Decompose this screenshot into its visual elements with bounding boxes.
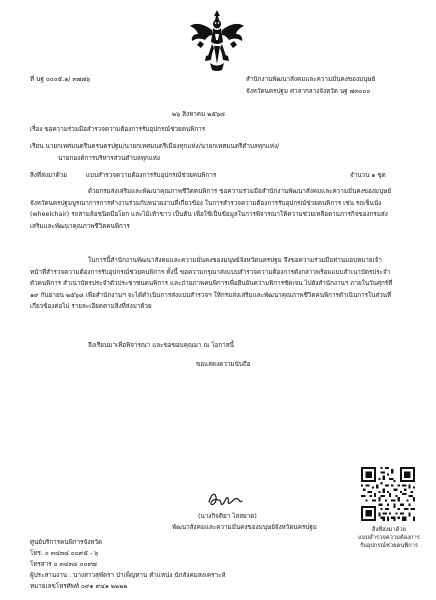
qr-caption-line-2: แบบสำรวจความต้องการ	[358, 535, 420, 541]
letter-date: ๒๖ สิงหาคม ๒๕๖๘	[172, 111, 225, 118]
document-number: ที่ นฐ ๐๐๐๕.๑/ ๓๗๗๖	[30, 76, 91, 83]
enclosure-label: สิ่งที่ส่งมาด้วย	[30, 172, 67, 179]
body-paragraph-1: ด้วยกรมส่งเสริมและพัฒนาคุณภาพชีวิตคนพิการ ขอความร่วมมือสำนักงานพัฒนาสังคมและความมั่นคงของมนุษย์จังหวัดนครปฐมบูรณาการการทำงานร่วมกับหน่วยงานที่เกี่ยวข้อง ในการสำรวจความต้องการรับอุปกรณ์ช่วยคนพิการ เช่น รถเข็นนั่ง (wheelchair) รถสามล้อชนิดมือโยก และไม้เท้าขาว เป็นต้น เพื่อใช้เป็นข้อมูลในการพิจารณาให้ความช่วยเหลือตามภารกิจของกรมส่งเสริมและพัฒนาคุณภาพชีวิตคนพิการ	[30, 188, 392, 230]
contact-unit: ศูนย์บริการคนพิการจังหวัด	[30, 539, 103, 546]
agency-address: จังหวัดนครปฐม ศาลากลางจังหวัด นฐ ๗๓๐๐๐	[246, 88, 371, 95]
closing-request: จึงเรียนมาเพื่อพิจารณา และขอขอบคุณมา ณ โอกาสนี้	[88, 342, 234, 349]
garuda-emblem-icon	[188, 8, 246, 72]
issuing-agency: สำนักงานพัฒนาสังคมและความมั่นคงของมนุษย์	[246, 76, 376, 83]
contact-phone: โทร. ๐ ๓๔๓๔ ๐๐๙๕ - ๖	[30, 550, 99, 557]
recipient-line-2: นายกองค์การบริหารส่วนตำบลทุกแห่ง	[58, 155, 161, 162]
complimentary-close: ขอแสดงความนับถือ	[196, 361, 251, 368]
enclosure-count: จำนวน ๑ ชุด	[350, 172, 386, 179]
contact-fax: โทรสาร ๐ ๓๔๓๔ ๐๐๙๗	[30, 561, 97, 568]
letter-subject: เรื่อง ขอความร่วมมือสำรวจความต้องการรับอุปกรณ์ช่วยคนพิการ	[30, 126, 206, 133]
qr-caption-line-1: สิ่งที่ส่งมาด้วย	[371, 527, 407, 533]
handwritten-signature	[205, 488, 245, 510]
contact-mobile: หมายเลขโทรศัพท์ ๐๙๑ ๙๔๑ ๒๒๒๒	[30, 583, 128, 590]
body-paragraph-2: ในการนี้สำนักงานพัฒนาสังคมและความมั่นคงของมนุษย์จังหวัดนครปฐม จึงขอความร่วมมือท่านมอบหมายเจ้าหน้าที่สำรวจความต้องการรับอุปกรณ์ช่วยคนพิการ ทั้งนี้ ขอความกรุณาส่งแบบสำรวจความต้องการดังกล่าวพร้อมแบบสำเนาบัตรประจำตัวคนพิการ สำเนาบัตรประจำตัวประชาชนคนพิการ และถ่ายภาพคนพิการเพื่อยืนยันความพิการชัดเจน ไปยังสำนักงานฯ ภายในวันศุกร์ที่ ๑๙ กันยายน ๒๕๖๘ เพื่อสำนักงานฯ จะได้ดำเนินการส่งแบบสำรวจฯ ให้กรมส่งเสริมและพัฒนาคุณภาพชีวิตคนพิการดำเนินการในส่วนที่เกี่ยวข้องต่อไป รายละเอียดตามสิ่งที่ส่งมาด้วย	[30, 257, 393, 310]
enclosure-description: แบบสำรวจความต้องการรับอุปกรณ์ช่วยคนพิการ	[86, 172, 217, 179]
signer-position: พัฒนาสังคมและความมั่นคงของมนุษย์จังหวัดนครปฐม	[172, 524, 317, 531]
qr-caption-line-3: รับอุปกรณ์ช่วยคนพิการ	[359, 543, 419, 549]
qr-code-icon	[361, 467, 415, 521]
signer-name: (นางกิจติยา ไสสยาด)	[198, 513, 257, 520]
contact-coordinator: ผู้ประสานงาน : นางสาวสุพัตรา ป่าเพ็ญทาน ตำแหน่ง นักสังคมสงเคราะห์	[30, 572, 226, 579]
recipient-line-1: เรียน นายกเทศมนตรีนครนครปฐม/นายกเทศมนตรีเมืองทุกแห่ง/นายกเทศมนตรีตำบลทุกแห่ง/	[30, 143, 280, 150]
